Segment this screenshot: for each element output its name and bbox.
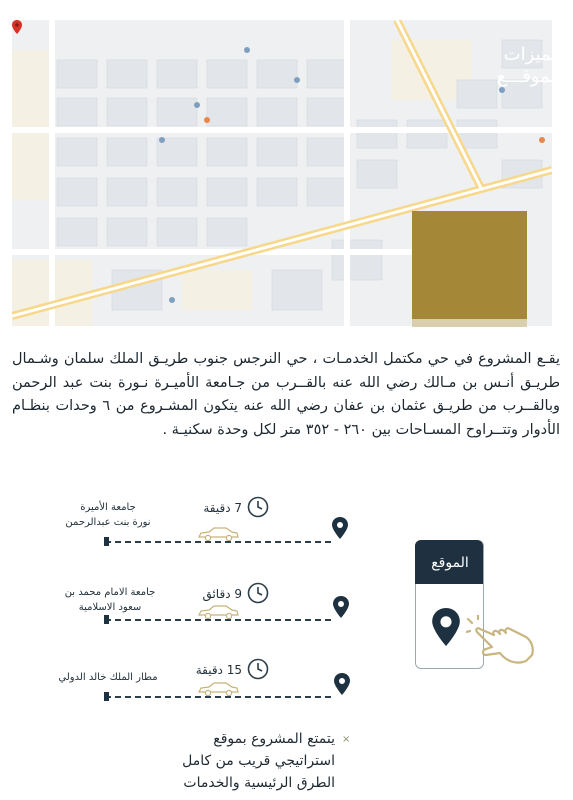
destination-pin-icon: [332, 517, 348, 539]
route-start-mark: [104, 537, 109, 546]
route-line: [105, 619, 331, 622]
route-start-mark: [104, 615, 109, 624]
car-icon: [196, 526, 240, 542]
tapping-hand-icon: [466, 615, 536, 667]
clock-icon: [247, 658, 269, 680]
car-icon: [196, 604, 240, 620]
travel-time: 7 دقيقة: [203, 501, 242, 515]
route-start-mark: [104, 692, 109, 701]
clock-icon: [247, 496, 269, 518]
destination-name-line2: نورة بنت عبدالرحمن: [65, 517, 151, 528]
features-title-line1: مميزات: [503, 44, 561, 65]
destination-name: [48, 500, 168, 530]
intro-paragraph: يقـع المشروع في حي مكتمل الخدمـات ، حي النرجس جنوب طريـق الملك سلمان وشـمال طريـق أنـس بن مـالك رضي الله عنه بالقــرب من جـامعة الأميـرة نـورة بنت عبد الرحمن وبالقــرب من طريـق عثمان بن عفان رضي الله عنه يتكون المشـروع من ٦ وحدات بنظـام الأدوار وتتــراوح المسـاحات بين ٢٦٠ - ٣٥٢ متر لكل وحدة سكنيـة .: [12, 351, 560, 438]
destination-name: [50, 585, 170, 615]
destination-pin-icon: [334, 673, 350, 695]
clock-icon: [247, 582, 269, 604]
destination-name: [48, 670, 168, 685]
travel-time: 9 دقائق: [202, 587, 242, 601]
route-line: [105, 696, 331, 699]
panel-accent-line: [412, 319, 527, 327]
features-panel: [412, 211, 527, 327]
map-marker-icon[interactable]: [12, 20, 22, 34]
route-line: [105, 541, 331, 544]
travel-time: 15 دقيقة: [195, 663, 242, 677]
destination-name-line1: جامعة الأميرة: [80, 502, 136, 513]
destination-pin-icon: [333, 596, 349, 618]
car-icon: [196, 681, 240, 697]
features-title: [461, 44, 561, 88]
location-label: الموقع: [431, 555, 469, 571]
destination-name-line1: جامعة الامام محمد بن: [64, 587, 156, 598]
bullet-marker: ×: [342, 734, 351, 745]
destination-name-line2: سعود الاسلامية: [78, 602, 142, 613]
features-title-line2: الموقـــع: [496, 66, 561, 87]
location-pin-icon: [432, 608, 460, 646]
bullet-text: يتمتع المشروع بموقع استراتيجي قريب من كامل الطرق الرئيسية والخدمات: [182, 731, 335, 791]
destination-name-line1: مطار الملك خالد الدولي: [58, 672, 158, 683]
